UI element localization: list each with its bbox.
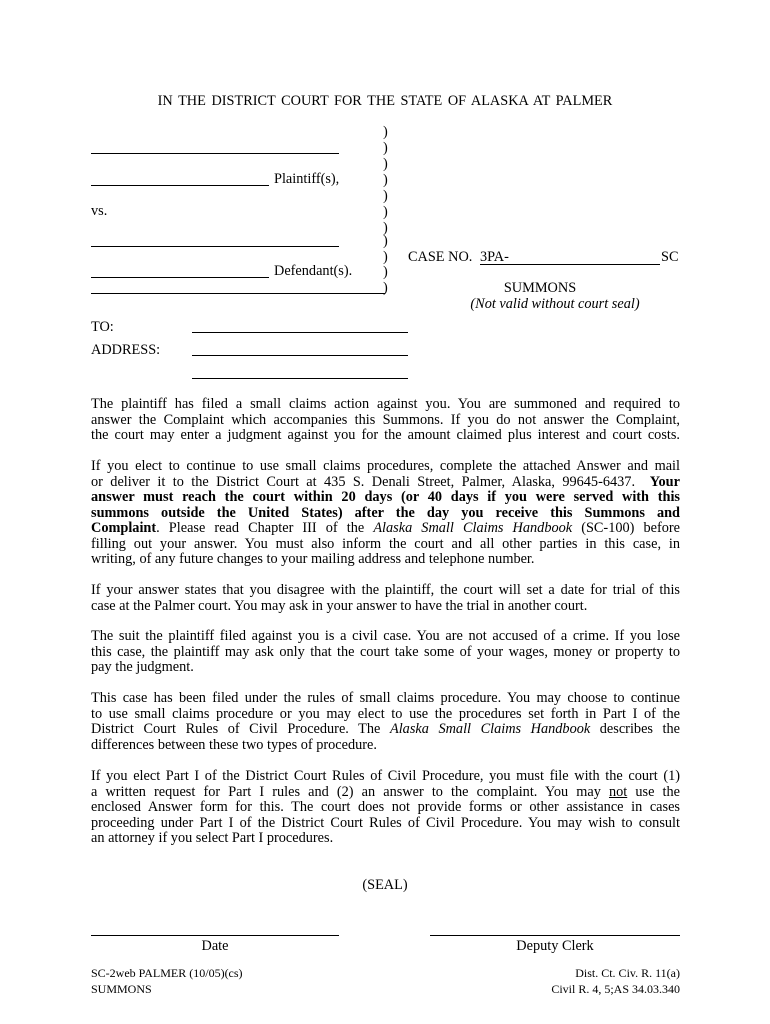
seal-placeholder: (SEAL) (362, 877, 408, 893)
paren: ) (383, 280, 388, 296)
paragraph-2 (91, 459, 680, 568)
rule-citation-2: Civil R. 4, 5;AS 34.03.340 (551, 982, 680, 996)
paragraph-line: differences between these two types of procedure. (91, 736, 377, 753)
date-label: Date (201, 938, 229, 954)
plaintiff-name-line-1[interactable] (91, 153, 339, 154)
paragraph-line: If you elect to continue to use small claims procedures, complete the attached Answer and mail (91, 458, 680, 474)
form-id: SC-2web PALMER (10/05)(cs) (91, 966, 243, 980)
paragraph-6 (91, 769, 680, 847)
address-label: ADDRESS: (91, 342, 161, 358)
paren: ) (383, 188, 388, 204)
case-number-label: CASE NO. (408, 249, 473, 265)
plaintiff-label: Plaintiff(s), (274, 171, 340, 187)
case-number-field[interactable] (480, 264, 660, 265)
paragraph-line: District Court Rules of Civil Procedure. The Alaska Small Claims Handbook describes the (91, 721, 681, 737)
paragraph-line: If you elect Part I of the District Court Rules of Civil Procedure, you must file with the court (1) (91, 768, 680, 784)
deputy-clerk-signature-field[interactable] (430, 935, 680, 936)
date-field[interactable] (91, 935, 339, 936)
paragraph-line: summons outside the United States) after the day you receive this Summons and (91, 504, 680, 521)
paragraph-1 (91, 397, 680, 444)
paren: ) (383, 249, 388, 265)
paragraph-line: enclosed Answer form for this. The court does not provide forms or other assistance in cases (91, 799, 680, 815)
paragraph-line: This case has been filed under the rules of small claims procedure. You may choose to continue (91, 690, 680, 706)
defendant-label: Defendant(s). (274, 263, 353, 279)
paren: ) (383, 156, 388, 172)
paragraph-line: The plaintiff has filed a small claims action against you. You are summoned and required to (91, 396, 680, 412)
vs-label: vs. (91, 203, 108, 219)
paragraph-line: The suit the plaintiff filed against you is a civil case. You are not accused of a crime. If you lose (91, 628, 680, 644)
paren: ) (383, 204, 388, 220)
paragraph-line: pay the judgment. (91, 659, 194, 675)
defendant-name-line-1[interactable] (91, 246, 339, 247)
paragraph-3 (91, 583, 680, 614)
paren: ) (383, 172, 388, 188)
plaintiff-name-line-2[interactable] (91, 185, 269, 186)
paragraph-line: an attorney if you select Part I procedures. (91, 830, 334, 846)
to-label: TO: (91, 319, 114, 335)
address-field-2[interactable] (192, 378, 408, 379)
paragraph-line: case at the Palmer court. You may ask in your answer to have the trial in another court. (91, 597, 588, 614)
caption-bottom-rule (91, 293, 385, 294)
seal-note: (Not valid without court seal) (470, 296, 640, 312)
paragraph-line: the court may enter a judgment against you for the amount claimed plus interest and court costs. (91, 427, 680, 443)
paragraph-line: proceeding under Part I of the District Court Rules of Civil Procedure. You may wish to consult (91, 814, 680, 831)
paragraph-line: answer must reach the court within 20 days (or 40 days if you were served with this (91, 489, 680, 505)
case-number-suffix: SC (661, 249, 679, 265)
paragraph-line: or deliver it to the District Court at 435 S. Denali Street, Palmer, Alaska, 99645-6437. Your (91, 473, 680, 490)
paragraph-5 (91, 691, 680, 753)
paragraph-line: a written request for Part I rules and (2) an answer to the complaint. You may not use the (91, 783, 680, 800)
paragraph-line: writing, of any future changes to your mailing address and telephone number. (91, 551, 535, 567)
paragraph-line: Complaint. Please read Chapter III of the Alaska Small Claims Handbook (SC-100) before (91, 520, 680, 536)
rule-citation-1: Dist. Ct. Civ. R. 11(a) (575, 966, 680, 980)
court-title: IN THE DISTRICT COURT FOR THE STATE OF ALASKA AT PALMER (157, 93, 613, 109)
address-field-1[interactable] (192, 355, 408, 356)
deputy-clerk-label: Deputy Clerk (516, 938, 594, 954)
paragraph-4 (91, 629, 680, 676)
paren: ) (383, 220, 388, 236)
paren: ) (383, 233, 388, 249)
paren: ) (383, 124, 388, 140)
paren: ) (383, 264, 388, 280)
paragraph-line: If your answer states that you disagree with the plaintiff, the court will set a date for trial of this (91, 582, 680, 598)
to-field[interactable] (192, 332, 408, 333)
paragraph-line: answer the Complaint which accompanies this Summons. If you do not answer the Complaint, (91, 411, 680, 428)
paragraph-line: to use small claims procedure or you may elect to use the procedures set forth in Part I of the (91, 705, 680, 722)
paren: ) (383, 140, 388, 156)
document-title: SUMMONS (503, 280, 577, 296)
paragraph-line: this case, the plaintiff may ask only that the court take some of your wages, money or property to (91, 643, 680, 660)
case-number-prefix: 3PA- (480, 249, 509, 265)
paragraph-line: filling out your answer. You must also inform the court and all other parties in this case, in (91, 535, 680, 552)
form-name: SUMMONS (91, 982, 152, 996)
defendant-name-line-2[interactable] (91, 277, 269, 278)
